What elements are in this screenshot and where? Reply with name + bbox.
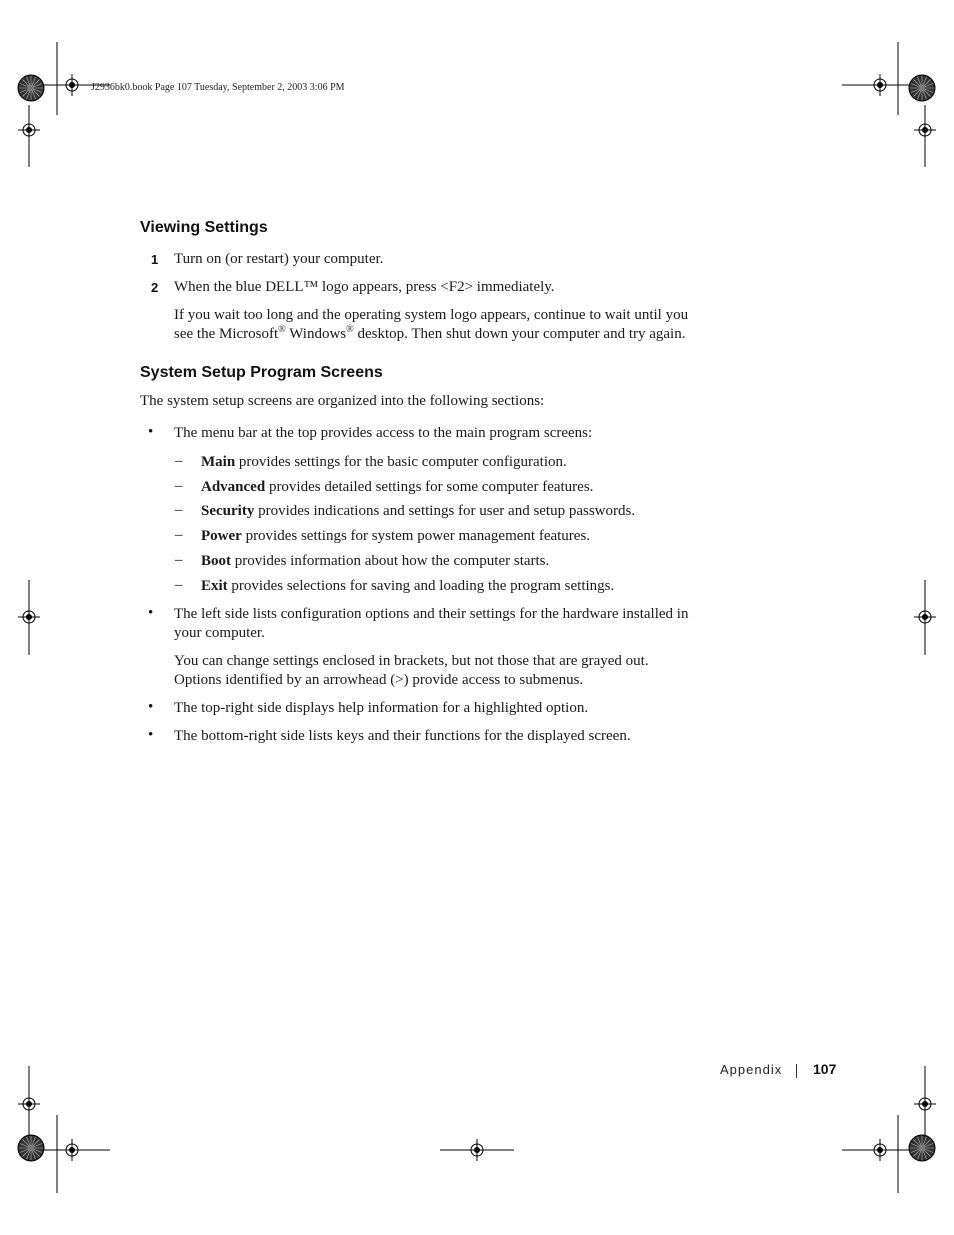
note-text: see the Microsoft <box>174 326 279 342</box>
sub-item <box>201 478 593 497</box>
step-text: When the blue DELL™ logo appears, press <F2> immediately. <box>174 279 555 295</box>
step-number: 2 <box>151 280 159 295</box>
sub-item <box>201 527 590 546</box>
bullet-text: The bottom-right side lists keys and their functions for the displayed screen. <box>174 728 631 744</box>
section-heading-setup-screens: System Setup Program Screens <box>140 364 383 381</box>
menu-term: Security <box>201 503 255 519</box>
menu-desc: provides selections for saving and loading the program settings. <box>227 578 615 594</box>
menu-term: Boot <box>201 553 231 569</box>
footer-separator <box>796 1064 797 1078</box>
step-note-line: If you wait too long and the operating system logo appears, continue to wait until you <box>174 307 689 323</box>
footer-section-label: Appendix <box>720 1062 783 1077</box>
bullet-marker: • <box>148 605 154 621</box>
sub-item <box>201 453 567 472</box>
dash-marker: – <box>175 527 183 543</box>
menu-term: Exit <box>201 578 228 594</box>
page-number: 107 <box>813 1061 837 1077</box>
sub-item <box>201 577 614 596</box>
print-header: J2936bk0.book Page 107 Tuesday, September 2, 2003 3:06 PM <box>91 82 345 93</box>
note-text: desktop. Then shut down your computer and try again. <box>353 326 686 342</box>
bullet-note-line: Options identified by an arrowhead (>) provide access to submenus. <box>174 672 584 688</box>
dash-marker: – <box>175 577 183 593</box>
bullet-text: your computer. <box>174 625 265 641</box>
bullet-text: The top-right side displays help information for a highlighted option. <box>174 700 589 716</box>
bullet-text: The left side lists configuration options and their settings for the hardware installed in <box>174 606 689 622</box>
bullet-text: The menu bar at the top provides access to the main program screens: <box>174 425 593 441</box>
sub-item <box>201 552 549 571</box>
menu-term: Main <box>201 454 236 470</box>
bullet-marker: • <box>148 727 154 743</box>
bullet-marker: • <box>148 424 154 440</box>
step-note-line <box>174 325 685 344</box>
menu-desc: provides indications and settings for user and setup passwords. <box>254 503 636 519</box>
menu-desc: provides settings for the basic computer configuration. <box>235 454 567 470</box>
bullet-marker: • <box>148 699 154 715</box>
dash-marker: – <box>175 502 183 518</box>
dash-marker: – <box>175 478 183 494</box>
step-number: 1 <box>151 252 159 267</box>
dash-marker: – <box>175 453 183 469</box>
menu-desc: provides detailed settings for some computer features. <box>265 479 594 495</box>
menu-desc: provides settings for system power management features. <box>241 528 591 544</box>
menu-desc: provides information about how the computer starts. <box>231 553 550 569</box>
section-heading-viewing-settings: Viewing Settings <box>140 219 268 236</box>
dash-marker: – <box>175 552 183 568</box>
bullet-note-line: You can change settings enclosed in brackets, but not those that are grayed out. <box>174 653 649 669</box>
registered-mark: ® <box>278 324 286 335</box>
menu-term: Power <box>201 528 242 544</box>
note-text: Windows <box>285 326 347 342</box>
step-text: Turn on (or restart) your computer. <box>174 251 384 267</box>
intro-paragraph: The system setup screens are organized into the following sections: <box>140 393 545 409</box>
sub-item <box>201 502 635 521</box>
registered-mark: ® <box>346 324 354 335</box>
menu-term: Advanced <box>201 479 266 495</box>
